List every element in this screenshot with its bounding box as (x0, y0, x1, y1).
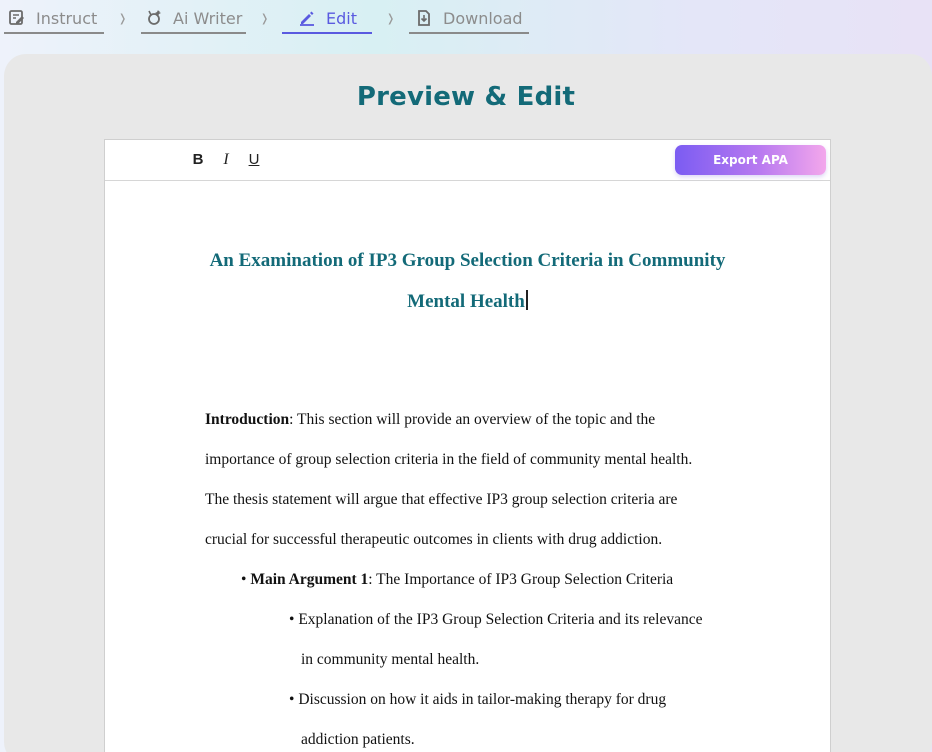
underline-button[interactable]: U (248, 151, 260, 168)
bullet: • (241, 571, 247, 588)
export-apa-button[interactable]: Export APA (675, 145, 826, 175)
pencil-icon (298, 9, 316, 27)
step-instruct[interactable] (4, 4, 104, 34)
sub-point-text: Discussion on how it aids in tailor-making therapy for drug (298, 691, 667, 708)
step-label: Ai Writer (173, 8, 243, 28)
step-edit[interactable] (282, 4, 372, 34)
step-label: Instruct (36, 8, 98, 28)
document-title-line-1: An Examination of IP3 Group Selection Criteria in Community (209, 250, 726, 271)
sub-point-2-cont: addiction patients. (301, 731, 415, 748)
progress-stepper (0, 0, 932, 40)
bullet: • (289, 691, 295, 708)
bold-button[interactable]: B (192, 151, 204, 168)
intro-line-2: importance of group selection criteria in the field of community mental health. (205, 451, 693, 468)
page-title: Preview & Edit (356, 82, 576, 112)
sub-point-1 (289, 611, 702, 629)
chevron-right-icon: ❭ (260, 12, 270, 25)
step-label: Edit (326, 8, 357, 28)
document-title-line-2 (104, 290, 831, 313)
step-label: Download (443, 8, 523, 28)
intro-line-4: crucial for successful therapeutic outcomes in clients with drug addiction. (205, 531, 663, 548)
document-title-text: Mental Health (407, 291, 525, 312)
edit-note-icon (8, 9, 26, 27)
text-cursor (526, 290, 528, 310)
editor-toolbar (105, 140, 830, 181)
italic-button[interactable]: I (223, 151, 229, 168)
chevron-right-icon: ❭ (118, 12, 128, 25)
download-file-icon (415, 9, 433, 27)
intro-line-1 (205, 411, 655, 429)
main-argument-label: Main Argument 1 (250, 571, 369, 588)
main-argument-text: : The Importance of IP3 Group Selection Criteria (368, 571, 674, 588)
intro-line-3: The thesis statement will argue that effective IP3 group selection criteria are (205, 491, 678, 508)
intro-label: Introduction (205, 411, 290, 428)
bullet: • (289, 611, 295, 628)
sub-point-text: Explanation of the IP3 Group Selection Criteria and its relevance (298, 611, 703, 628)
ai-writer-icon (145, 9, 163, 27)
step-download[interactable] (409, 4, 529, 34)
step-ai-writer[interactable] (141, 4, 246, 34)
sub-point-1-cont: in community mental health. (301, 651, 480, 668)
chevron-right-icon: ❭ (386, 12, 396, 25)
intro-text: : This section will provide an overview of the topic and the (289, 411, 656, 428)
sub-point-2 (289, 691, 666, 709)
main-argument-item (241, 571, 673, 589)
